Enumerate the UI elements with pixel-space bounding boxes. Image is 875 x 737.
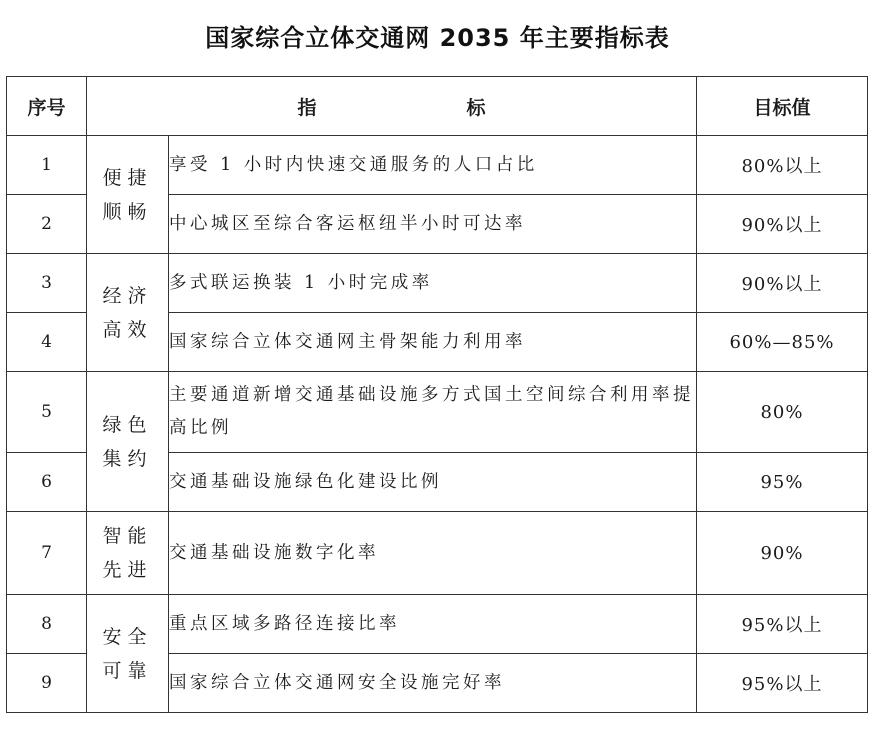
row-indicator: 重点区域多路径连接比率 [169,595,697,654]
row-indicator: 享受 1 小时内快速交通服务的人口占比 [169,136,697,195]
category-cell [87,372,169,512]
row-target: 95% [697,453,868,512]
indicator-table [6,76,868,713]
header-indicator-char-1: 指 [297,96,317,119]
table-row [7,254,868,313]
header-target: 目标值 [697,77,868,136]
category-line: 智能 [102,525,153,547]
category-cell [87,595,169,713]
row-target: 95%以上 [697,595,868,654]
row-indicator: 国家综合立体交通网主骨架能力利用率 [169,313,697,372]
header-indicator-char-2: 标 [466,96,486,119]
header-seq: 序号 [7,77,87,136]
row-indicator: 国家综合立体交通网安全设施完好率 [169,654,697,713]
category-line: 安全 [102,625,153,648]
row-seq: 4 [7,313,87,372]
row-target: 80% [697,372,868,453]
row-indicator: 交通基础设施数字化率 [169,512,697,595]
document-title: 国家综合立体交通网 2035 年主要指标表 [205,24,670,52]
row-indicator: 交通基础设施绿色化建设比例 [169,453,697,512]
category-line: 绿色 [102,413,153,436]
category-cell [87,512,169,595]
category-line: 高效 [102,318,153,341]
row-target: 80%以上 [697,136,868,195]
table-row [7,512,868,595]
category-line: 顺畅 [102,200,153,223]
row-seq: 8 [7,595,87,654]
row-indicator: 多式联运换装 1 小时完成率 [169,254,697,313]
row-seq: 7 [7,512,87,595]
row-target: 95%以上 [697,654,868,713]
table-header-row [7,77,868,136]
category-line: 便捷 [102,166,153,189]
category-line: 先进 [102,559,153,581]
category-line: 经济 [102,284,153,307]
row-target: 90%以上 [697,195,868,254]
row-seq: 3 [7,254,87,313]
row-indicator: 主要通道新增交通基础设施多方式国土空间综合利用率提高比例 [169,372,697,453]
category-line: 集约 [102,447,153,470]
row-seq: 1 [7,136,87,195]
row-target: 60%—85% [697,313,868,372]
category-cell [87,254,169,372]
row-indicator: 中心城区至综合客运枢纽半小时可达率 [169,195,697,254]
category-cell [87,136,169,254]
category-line: 可靠 [102,659,153,682]
header-indicator [87,77,697,136]
row-seq: 2 [7,195,87,254]
row-seq: 5 [7,372,87,453]
row-target: 90% [697,512,868,595]
table-row [7,372,868,453]
table-row [7,595,868,654]
table-row [7,136,868,195]
row-seq: 9 [7,654,87,713]
row-target: 90%以上 [697,254,868,313]
row-seq: 6 [7,453,87,512]
